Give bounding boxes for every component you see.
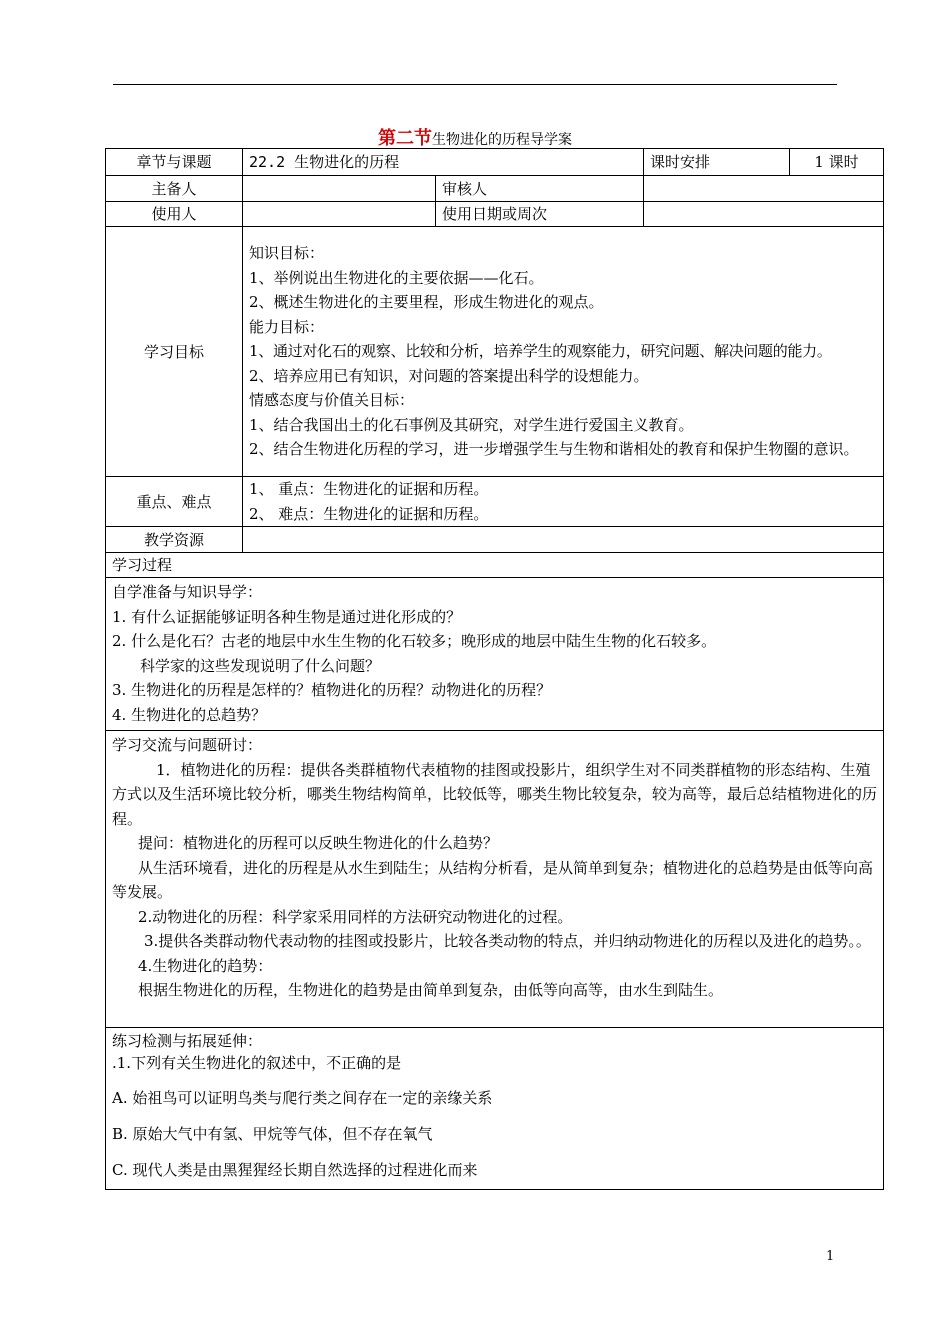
practice-option: C. 现代人类是由黑猩猩经长期自然选择的过程进化而来 (112, 1161, 478, 1179)
header-rule (113, 84, 837, 85)
key-points-label: 重点、难点 (106, 477, 243, 527)
reviewer-label: 审核人 (436, 176, 644, 202)
title-text: 生物进化的历程导学案 (432, 132, 572, 148)
user-value (243, 202, 436, 227)
self-study-item: 科学家的这些发现说明了什么问题？ (140, 656, 381, 675)
key-point-line: 2、 难点：生物进化的证据和历程。 (249, 504, 489, 523)
key-points-content (243, 477, 884, 527)
self-study-heading: 自学准备与知识导学： (112, 583, 263, 601)
practice-content (106, 1028, 884, 1190)
goals-line: 2、结合生物进化历程的学习，进一步增强学生与生物和谐相处的教育和保护生物圈的意识。 (249, 440, 859, 459)
goals-line: 2、培养应用已有知识，对问题的答案提出科学的设想能力。 (249, 366, 649, 385)
exchange-paragraph: 1．植物进化的历程：提供各类群植物代表植物的挂图或投影片，组织学生对不同类群植物的形态结构、生殖方式以及生活环境比较分析，哪类生物结构简单，比较低等，哪类生物比较复杂，较为高等，最后总结植物进化的历程。 (112, 760, 878, 828)
goals-line: 能力目标： (249, 317, 325, 336)
title-section: 第二节 (378, 128, 432, 149)
self-study-item: 2. 什么是化石？古老的地层中水生生物的化石较多；晚形成的地层中陆生生物的化石较多。 (112, 632, 717, 650)
row-self-study (106, 578, 884, 731)
exchange-heading: 学习交流与问题研讨： (112, 736, 263, 754)
period-value: 1 课时 (790, 149, 884, 176)
goals-line: 1、结合我国出土的化石事例及其研究，对学生进行爱国主义教育。 (249, 415, 694, 434)
self-study-item: 4. 生物进化的总趋势？ (112, 705, 267, 724)
exchange-paragraph: 从生活环境看，进化的历程是从水生到陆生；从结构分析看，是从简单到复杂；植物进化的总趋势是由低等向高等发展。 (112, 858, 874, 901)
author-label: 主备人 (106, 176, 243, 202)
page-title (0, 124, 950, 150)
user-label: 使用人 (106, 202, 243, 227)
self-study-item: 1. 有什么证据能够证明各种生物是通过进化形成的？ (112, 607, 462, 626)
goals-line: 知识目标： (249, 244, 325, 263)
page-number: 1 (826, 1249, 835, 1264)
lesson-plan-table (105, 148, 884, 1190)
chapter-label: 章节与课题 (106, 149, 243, 176)
row-key-points (106, 477, 884, 527)
goals-content (243, 227, 884, 477)
row-goals (106, 227, 884, 477)
row-author (106, 176, 884, 202)
practice-heading: 练习检测与拓展延伸： (112, 1032, 263, 1050)
row-process (106, 553, 884, 578)
resources-label: 教学资源 (106, 527, 243, 553)
exchange-paragraph: 根据生物进化的历程，生物进化的趋势是由简单到复杂，由低等向高等，由水生到陆生。 (138, 981, 724, 999)
chapter-value: 22.2 生物进化的历程 (243, 149, 644, 176)
row-practice (106, 1028, 884, 1190)
exchange-content (106, 731, 884, 1028)
goals-line: 1、通过对化石的观察、比较和分析，培养学生的观察能力，研究问题、解决问题的能力。 (249, 342, 832, 361)
author-value (243, 176, 436, 202)
date-value (644, 202, 884, 227)
goals-label: 学习目标 (106, 227, 243, 477)
row-user (106, 202, 884, 227)
resources-value (243, 527, 884, 553)
exchange-paragraph: 4.生物进化的趋势： (138, 956, 273, 975)
goals-line: 情感态度与价值关目标： (249, 391, 415, 410)
row-chapter (106, 149, 884, 176)
process-label: 学习过程 (106, 553, 884, 578)
key-point-line: 1、 重点：生物进化的证据和历程。 (249, 480, 489, 498)
goals-line: 1、举例说出生物进化的主要依据——化石。 (249, 268, 544, 287)
exchange-paragraph: 3.提供各类群动物代表动物的挂图或投影片，比较各类动物的特点，并归纳动物进化的历程以及进化的趋势。。 (144, 932, 871, 950)
self-study-content (106, 578, 884, 731)
self-study-item: 3. 生物进化的历程是怎样的？植物进化的历程？动物进化的历程？ (112, 681, 552, 699)
practice-question: .1.下列有关生物进化的叙述中，不正确的是 (112, 1054, 402, 1072)
reviewer-value (644, 176, 884, 202)
exchange-paragraph: 提问：植物进化的历程可以反映生物进化的什么趋势？ (138, 834, 499, 852)
period-label: 课时安排 (644, 149, 790, 176)
practice-option: B. 原始大气中有氢、甲烷等气体，但不存在氧气 (112, 1125, 433, 1143)
exchange-paragraph: 2.动物进化的历程：科学家采用同样的方法研究动物进化的过程。 (138, 907, 573, 926)
practice-option: A. 始祖鸟可以证明鸟类与爬行类之间存在一定的亲缘关系 (112, 1089, 493, 1107)
row-exchange (106, 731, 884, 1028)
goals-line: 2、概述生物进化的主要里程，形成生物进化的观点。 (249, 293, 604, 312)
date-label: 使用日期或周次 (436, 202, 644, 227)
row-resources (106, 527, 884, 553)
